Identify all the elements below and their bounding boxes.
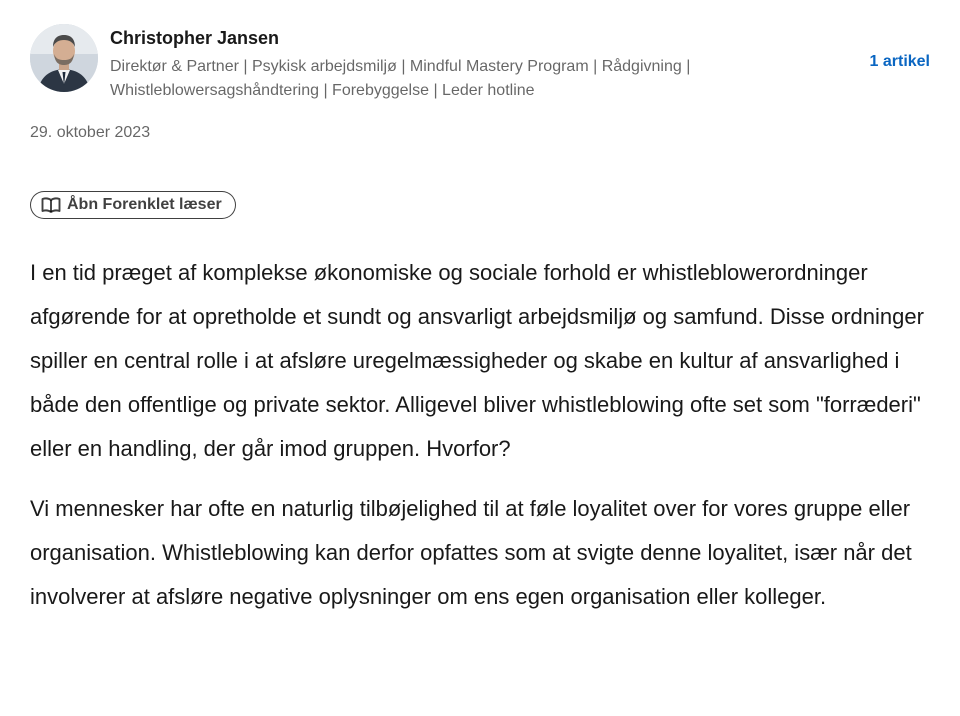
author-name[interactable]: Christopher Jansen [110,28,280,48]
open-simplified-reader-button[interactable] [30,191,236,219]
article-body [30,251,925,635]
avatar[interactable] [30,24,98,92]
article-paragraph: I en tid præget af komplekse økonomiske og sociale forhold er whistleblowerordninger afgørende for at opretholde et sundt og ansvarligt arbejdsmiljø og samfund. Disse ordninger spiller en central rolle i at afsløre uregelmæssigheder og skabe en kultur af ansvarlighed i både den offentlige og private sektor. Alligevel bliver whistleblowing ofte set som "forræderi" eller en handling, der går imod gruppen. Hvorfor? [30,260,924,461]
article-count-link[interactable]: 1 artikel [869,53,930,70]
open-book-icon [41,197,61,213]
article-paragraph: Vi mennesker har ofte en naturlig tilbøjelighed til at føle loyalitet over for vores gruppe eller organisation. Whistleblowing kan derfor opfattes som at svigte denne loyalitet, især når det involverer at afsløre negative oplysninger om ens egen organisation eller kolleger. [30,496,912,609]
profile-photo [30,24,98,92]
author-headline: Direktør & Partner | Psykisk arbejdsmiljø | Mindful Mastery Program | Rådgivning | Whistleblowersagshåndtering | Forebyggelse | Leder hotline [110,58,691,99]
publication-date: 29. oktober 2023 [30,124,151,141]
author-card [30,24,930,100]
reader-button-label: Åbn Forenklet læser [67,196,222,213]
